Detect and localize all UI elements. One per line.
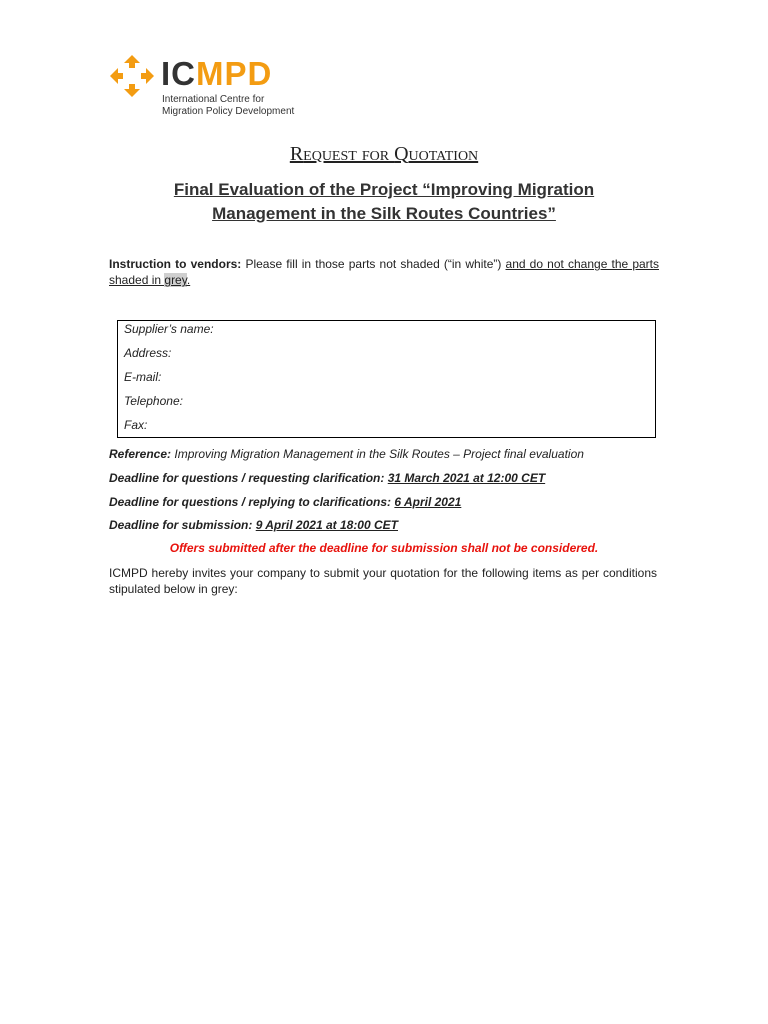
reference-value: Improving Migration Management in the Silk Routes – Project final evaluation <box>171 447 584 461</box>
deadline-submission-line <box>109 518 398 532</box>
logo-word-accent: MPD <box>196 55 273 92</box>
instruction-underlined-2: . <box>186 273 191 287</box>
vendor-instruction <box>109 256 659 288</box>
reference-line <box>109 447 584 461</box>
icmpd-logo <box>109 52 329 120</box>
logo-sub-line2: Migration Policy Development <box>162 106 295 117</box>
title-rest-1: equest for <box>303 143 395 165</box>
fax-label: Fax: <box>124 418 148 432</box>
title-cap-r: R <box>289 143 304 165</box>
logo-word-prefix: IC <box>161 55 196 92</box>
late-offer-warning: Offers submitted after the deadline for submission shall not be considered. <box>169 541 599 555</box>
deadline-replies-label: Deadline for questions / replying to clarifications: <box>109 495 392 509</box>
reference-label: Reference: <box>109 447 172 461</box>
document-title <box>0 143 768 166</box>
deadline-submission-value: 9 April 2021 at 18:00 CET <box>255 518 398 532</box>
supplier-name-label: Supplier’s name: <box>124 322 214 336</box>
icmpd-arrows-logo-icon <box>109 54 155 98</box>
subtitle-line1: Final Evaluation of the Project “Improving Migration <box>173 180 595 199</box>
supplier-details-box <box>117 320 656 438</box>
title-cap-q: Q <box>394 143 409 165</box>
address-label: Address: <box>124 346 172 360</box>
deadline-submission-label: Deadline for submission: <box>109 518 253 532</box>
logo-subtitle <box>162 94 294 118</box>
deadline-questions-label: Deadline for questions / requesting clarification: <box>109 471 385 485</box>
document-subtitle <box>150 178 618 226</box>
email-label: E-mail: <box>124 370 162 384</box>
instruction-underlined-1: and do not change the parts shaded in <box>109 257 660 287</box>
logo-wordmark <box>161 56 272 92</box>
subtitle-line2: Management in the Silk Routes Countries” <box>212 204 556 223</box>
deadline-questions-line <box>109 471 545 485</box>
deadline-replies-value: 6 April 2021 <box>394 495 462 509</box>
title-rest-2: uotation <box>408 143 479 165</box>
telephone-label: Telephone: <box>124 394 183 408</box>
logo-sub-line1: International Centre for <box>162 94 265 105</box>
invitation-paragraph: ICMPD hereby invites your company to submit your quotation for the following items as per conditions stipulated below in grey: <box>109 566 657 596</box>
instruction-text: Please fill in those parts not shaded (“in white”) <box>241 257 506 271</box>
instruction-grey-word: grey <box>164 273 187 287</box>
instruction-label: Instruction to vendors: <box>109 257 242 271</box>
deadline-replies-line <box>109 495 461 509</box>
deadline-questions-value: 31 March 2021 at 12:00 CET <box>387 471 546 485</box>
